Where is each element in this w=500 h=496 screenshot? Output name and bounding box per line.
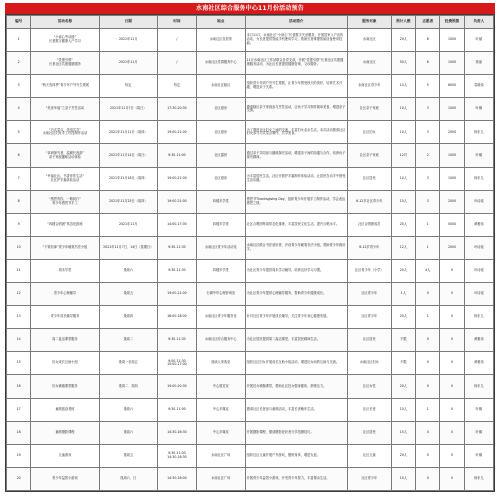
cell-audience: 社区儿童 [347,444,391,467]
schedule-table [6,15,494,491]
cell-lead: 黄雅伟 [464,352,493,375]
cell-audience: 社区居民 [347,329,391,352]
table-row [7,29,494,52]
cell-description: 为丰富居民生活，社区开展护手霜制作体验活动，让居民在动手中感受生活乐趣。 [245,167,347,190]
cell-time: 9:30-11:30 [157,329,196,352]
table-row [7,444,494,467]
cell-location: 社区露营 [196,144,245,167]
cell-budget: 0 [440,398,464,421]
cell-headcount: 10人 [391,121,415,144]
cell-time: 19:00-21:00 [157,190,196,213]
cell-budget: 0 [440,467,464,490]
cell-location: 四楼多学堂 [196,213,245,236]
cell-lead: 杨东儿 [464,167,493,190]
cell-description: 为社区居民提供周二盘活课堂，丰富居民精神生活。 [245,329,347,352]
cell-time: 19:00-20:30 [157,375,196,398]
cell-description: 组织社区妇女开展成长互助小组活动，增进妇女间的互助与交流。 [245,352,347,375]
cell-lead: 叶诗瑶 [464,259,493,282]
cell-activity-name: “下笔有神”青少年硬笔书法小组 [31,236,99,259]
cell-audience: 社区青少年 [347,306,391,329]
cell-activity-name: “四楼合唱团”常态化排练 [31,213,99,236]
cell-audience: 6-12岁青少年 [347,236,391,259]
table-row [7,52,494,75]
table-row [7,283,494,306]
cell-description: 针对社区青少年开展成长辅导，关注青少年身心健康发展。 [245,306,347,329]
cell-headcount: 15人 [391,75,415,98]
table-row [7,375,494,398]
cell-activity-name: 妇女成长互助小组 [31,352,99,375]
cell-time: 14:30-16:30 [157,421,196,444]
cell-lead: 黄雅伟 [464,213,493,236]
cell-lead: 叶诗瑶 [464,236,493,259]
header-col-budget: 经费预算 [440,16,464,29]
header-col-description: 活动简介 [245,16,347,29]
cell-headcount: 1人 [391,283,415,306]
cell-time: 9:30-11:30 [157,259,196,282]
cell-audience: 社区妇女 [347,121,391,144]
cell-budget: 0 [440,259,464,282]
cell-location: 阅读人家客室 [196,352,245,375]
cell-activity-name: “小读心劳动践” 长者数字健康入户学习 [31,29,99,52]
cell-headcount: 20人 [391,306,415,329]
cell-audience: 社区青少年 [347,283,391,306]
table-row [7,259,494,282]
cell-lead: 杨东儿 [464,306,493,329]
cell-headcount: 12对 [391,144,415,167]
cell-lead: 叶娜 [464,98,493,121]
header-col-activity-name: 活动名称 [31,16,99,29]
cell-number: 8 [7,190,31,213]
table-row [7,190,494,213]
cell-number: 3 [7,75,31,98]
cell-location: 中心展览室 [196,375,245,398]
cell-description: 开展青少年益智小游戏，开发青少年智力，丰富课余生活。 [245,467,347,490]
cell-number: 13 [7,306,31,329]
cell-volunteers: 4人 [416,259,440,282]
cell-time: / [157,52,196,75]
cell-lead: 杨东儿 [464,375,493,398]
cell-number: 15 [7,352,31,375]
cell-headcount: 10人 [391,167,415,190]
cell-activity-name: 童颜摄影课程 [31,421,99,444]
cell-activity-name: “巧式菜点，美食共享” 水南社区妇女手工巧技制作活动 [31,121,99,144]
cell-number: 2 [7,52,31,75]
cell-description: 本月11月，水南社区“小读心”长者数字关爱服务，开展居家入户宣传活动，为长者提供智能手机使用学习，帮助长者掌握智能设备使用技能。 [245,29,347,52]
header-col-number: 编号 [7,16,31,29]
header-col-location: 地点 [196,16,245,29]
cell-date: 2021年11月 [99,213,157,236]
cell-audience: 社区青少年（小学） [347,259,391,282]
cell-description: 通过亲子共同参与趣味探究活动，增进亲子间的沟通与合作，培养孩子探究精神。 [245,144,347,167]
cell-date: 2021年11月11日（周四） [99,121,157,144]
cell-activity-name: “幸福社区，书香伴你生活” 社区护手霜体验活动 [31,167,99,190]
cell-number: 14 [7,329,31,352]
cell-description: 社区合唱团每周常态化排练，丰富居民文化生活，提升合唱水平。 [245,213,347,236]
cell-date: 逢周四 [99,306,157,329]
cell-audience: 社区居民 [347,421,391,444]
cell-date: 2021年11月14日（周日） [99,144,157,167]
cell-location: 水南社区广场 [196,467,245,490]
schedule-table-frame [5,14,495,492]
table-row [7,167,494,190]
table-header-row [7,16,494,29]
cell-budget: 0 [440,329,464,352]
cell-volunteers: 1 [416,236,440,259]
cell-volunteers: 1 [416,306,440,329]
cell-location: 社区厨房 [196,121,245,144]
cell-time: 9:30-11:00 [157,144,196,167]
cell-number: 18 [7,421,31,444]
cell-audience: 水南社区 [347,29,391,52]
cell-time: 9:30-11:00 14:30-16:30 [157,444,196,467]
cell-headcount: 10人 [391,398,415,421]
cell-budget: 1000 [440,144,464,167]
header-col-lead: 负责人 [464,16,493,29]
cell-description: 为社区青少年提供心理辅导服务，帮助青少年健康成长。 [245,283,347,306]
cell-headcount: 20人 [391,444,415,467]
cell-budget: 0 [440,283,464,306]
table-row [7,352,494,375]
cell-activity-name: “感恩有你，一路同行” 青少年感恩节手工 [31,190,99,213]
cell-location: 社区厨房 [196,98,245,121]
cell-date: 2021年11月 [99,29,157,52]
cell-description: 邀请辖区亲子家庭参与烹饪活动，让孩子学习制作简单美食，增进亲子交流。 [245,98,347,121]
cell-time: 待定 [157,75,196,98]
cell-budget: 0 [440,352,464,375]
cell-headcount: 15人 [391,190,415,213]
cell-budget: 1000 [440,98,464,121]
cell-lead: 叶娜 [464,421,493,444]
cell-activity-name: 青少年益智小游戏 [31,467,99,490]
cell-date: 逢周六 [99,398,157,421]
cell-budget: 0 [440,375,464,398]
cell-description: 水南社区联合书法爱好者，开设青少年硬笔书法小组，帮助青少年练好字。 [245,236,347,259]
header-col-volunteers: 志愿者 [416,16,440,29]
table-row [7,398,494,421]
cell-headcount: 15人 [391,421,415,444]
cell-time: 19:00-21:00 [157,167,196,190]
cell-audience: 水南社区 [347,52,391,75]
table-row [7,329,494,352]
cell-date: 逢周五 [99,283,157,306]
cell-description: 11月水南社区工作站联合各党支部，开展“党建引领”长者社区共建健康服务活动，为社区长者提供健康咨询、义诊服务。 [245,52,347,75]
cell-date: 2021年11月7日、14日（星期日） [99,236,157,259]
cell-location: 石碣中华心理咨询室 [196,283,245,306]
cell-headcount: 10人 [391,98,415,121]
cell-lead: 叶娜 [464,398,493,421]
cell-headcount: 15人 [391,467,415,490]
cell-description: 为了增进社区妇女之间的交流，丰富妇女业余生活，本次活动邀请社区妇女参与巧式菜点制作，共享美食。 [245,121,347,144]
table-row [7,236,494,259]
cell-activity-name: 青少年心理辅导 [31,283,99,306]
cell-lead: 杨东儿 [464,121,493,144]
cell-budget: 6000 [440,75,464,98]
cell-budget: 2000 [440,121,464,144]
cell-number: 12 [7,283,31,306]
cell-volunteers: 6 [416,29,440,52]
cell-activity-name: “党建引领” 长者社区共建健康服务 [31,52,99,75]
cell-headcount: 50人 [391,52,415,75]
cell-date: 逢周六 [99,421,157,444]
cell-number: 11 [7,259,31,282]
cell-time: 19:00-21:00 [157,283,196,306]
cell-activity-name: 周二盘活课堂服务 [31,329,99,352]
cell-lead: 叶诗瑶 [464,283,493,306]
cell-number: 17 [7,398,31,421]
cell-budget: 0 [440,306,464,329]
cell-date: 2021年11月 [99,52,157,75]
cell-activity-name: 青少年成长辅导服务 [31,306,99,329]
cell-lead: 袁晓伟 [464,75,493,98]
cell-location: 四楼多学堂 [196,259,245,282]
cell-date: 逢周二 [99,329,157,352]
cell-time: 16:00-18:00 [157,306,196,329]
cell-location: 社区厨房 [196,167,245,190]
cell-description: 组织社区儿童开展户外游戏，锻炼身体，增进友谊。 [245,444,347,467]
cell-location: 四楼多学堂 [196,190,245,213]
table-row [7,213,494,236]
cell-audience: 社区亲子家庭 [347,98,391,121]
header-col-audience: 服务对象 [347,16,391,29]
cell-budget: 2000 [440,236,464,259]
table-row [7,75,494,98]
cell-headcount: 25人 [391,213,415,236]
table-row [7,98,494,121]
cell-volunteers: 3 [416,190,440,213]
cell-activity-name: “美食幸福”之亲子烹饪活动 [31,98,99,121]
cell-description: 开展妇女瑜伽课堂，帮助社区妇女强身健体，舒缓压力。 [245,375,347,398]
cell-date: 2021年11月18日（周四） [99,167,157,190]
cell-time: 9:00-11:30 15:00-17:00 [157,352,196,375]
cell-volunteers: 1 [416,213,440,236]
table-row [7,467,494,490]
header-col-date: 日期 [99,16,157,29]
cell-budget: 1000 [440,52,464,75]
cell-headcount: 20人 [391,375,415,398]
cell-location: 中心多媒室 [196,421,245,444]
table-row [7,421,494,444]
cell-number: 7 [7,167,31,190]
cell-number: 4 [7,98,31,121]
table-row [7,144,494,167]
cell-audience: 水南社区青少年 [347,75,391,98]
cell-description: 邀请社区长者参与童颜活动，丰富长者晚年生活。 [245,398,347,421]
cell-time: 9:30-11:00 [157,398,196,421]
cell-budget: 0 [440,421,464,444]
cell-audience: 社区合唱团成员 [347,213,391,236]
cell-lead: 叶斌 [464,29,493,52]
cell-description: 感恩节Thanksgiving Day，组织青少年开展手工制作活动，学会表达感恩之情。 [245,190,347,213]
cell-location: 水南社区青少年服务室 [196,306,245,329]
cell-audience: 水南社区妇女 [347,352,391,375]
cell-budget: 1000 [440,29,464,52]
cell-audience: 6-12岁社区青少年 [347,190,391,213]
cell-activity-name: “秋天有四季”青少年户外写生观展 [31,75,99,98]
cell-number: 20 [7,467,31,490]
cell-location: 水南社区广场 [196,444,245,467]
cell-volunteers: 2 [416,144,440,167]
cell-location: 水南社区辖区 [196,75,245,98]
cell-number: 16 [7,375,31,398]
header-col-headcount: 预计人数 [391,16,415,29]
cell-volunteers: 0 [416,444,440,467]
cell-date: 逢周六 [99,259,157,282]
cell-location: 水南社区青少年活动室 [196,236,245,259]
cell-lead: 叶诗瑶 [464,190,493,213]
cell-headcount: 不限 [391,329,415,352]
cell-volunteers: 3 [416,121,440,144]
cell-date: 待定 [99,75,157,98]
cell-headcount: 20人 [391,29,415,52]
cell-time: 14:30-16:00 [157,467,196,490]
cell-audience: 社区长者 [347,398,391,421]
cell-budget: 1000 [440,167,464,190]
cell-location: 中心多媒室 [196,398,245,421]
cell-date: 逢周六、日 [99,467,157,490]
cell-activity-name: 儿童游戏 [31,444,99,467]
cell-number: 5 [7,121,31,144]
cell-audience: 社区青少年 [347,467,391,490]
cell-date: 逢周一至周五 [99,352,157,375]
cell-audience: 社区亲子家庭 [347,144,391,167]
cell-number: 19 [7,444,31,467]
cell-volunteers: 3 [416,98,440,121]
cell-description: 开展摄影课程，邀请摄影爱好者分享拍摄技巧。 [245,421,347,444]
cell-time: 14:00-17:00 [157,213,196,236]
cell-volunteers: 0 [416,467,440,490]
cell-date: 2021年11月7日（周日） [99,98,157,121]
cell-volunteers: 1 [416,398,440,421]
cell-headcount: 12人 [391,236,415,259]
cell-volunteers: 0 [416,375,440,398]
cell-number: 1 [7,29,31,52]
cell-date: 逢周二、周四 [99,375,157,398]
cell-volunteers: 0 [416,352,440,375]
cell-volunteers: 0 [416,421,440,444]
cell-volunteers: 6 [416,52,440,75]
cell-location: 水南社区各居家 [196,29,245,52]
cell-date: 2021年11月25日（周四） [99,190,157,213]
cell-volunteers: 0 [416,283,440,306]
cell-lead: 杨东儿 [464,467,493,490]
cell-time: / [157,29,196,52]
cell-audience: 社区居民 [347,167,391,190]
cell-activity-name: “卓研探究者，温暖长夜游” 亲子家庭趣味活动体验 [31,144,99,167]
cell-budget: 0 [440,444,464,467]
cell-volunteers: 5 [416,75,440,98]
cell-lead: 叶娜 [464,144,493,167]
cell-time: 19:00-21:00 [157,121,196,144]
cell-lead: 叶娜 [464,444,493,467]
cell-date: 逢周五 [99,444,157,467]
cell-number: 6 [7,144,31,167]
cell-number: 9 [7,213,31,236]
cell-time: 9:30-11:30 [157,236,196,259]
cell-audience: 社区女性 [347,375,391,398]
cell-description: 组织青少年到户外写生观展，让青少年感受秋天的美好，培养艺术兴趣，增进亲子关系。 [245,75,347,98]
cell-activity-name: 妇女瑜伽课堂服务 [31,375,99,398]
cell-headcount: 20人 [391,259,415,282]
cell-headcount: 不限 [391,352,415,375]
cell-volunteers: 3 [416,167,440,190]
cell-activity-name: 童颜振奋老树 [31,398,99,421]
document-title: 水南社区综合服务中心11月份活动预告 [5,3,495,14]
cell-number: 10 [7,236,31,259]
table-row [7,306,494,329]
cell-activity-name: 周末学堂 [31,259,99,282]
cell-location: 水南社区党群服务中心 [196,52,245,75]
header-col-time: 时间 [157,16,196,29]
table-row [7,121,494,144]
cell-budget: 2000 [440,190,464,213]
cell-budget: 5000 [440,213,464,236]
cell-time: 17:30-20:30 [157,98,196,121]
cell-location: 水南社区综合服务中心 [196,329,245,352]
cell-volunteers: 0 [416,329,440,352]
cell-lead: 郭丽 [464,52,493,75]
cell-description: 为社区青少年提供周末学习辅导，培养良好学习习惯。 [245,259,347,282]
cell-lead: 黄雅伟 [464,329,493,352]
